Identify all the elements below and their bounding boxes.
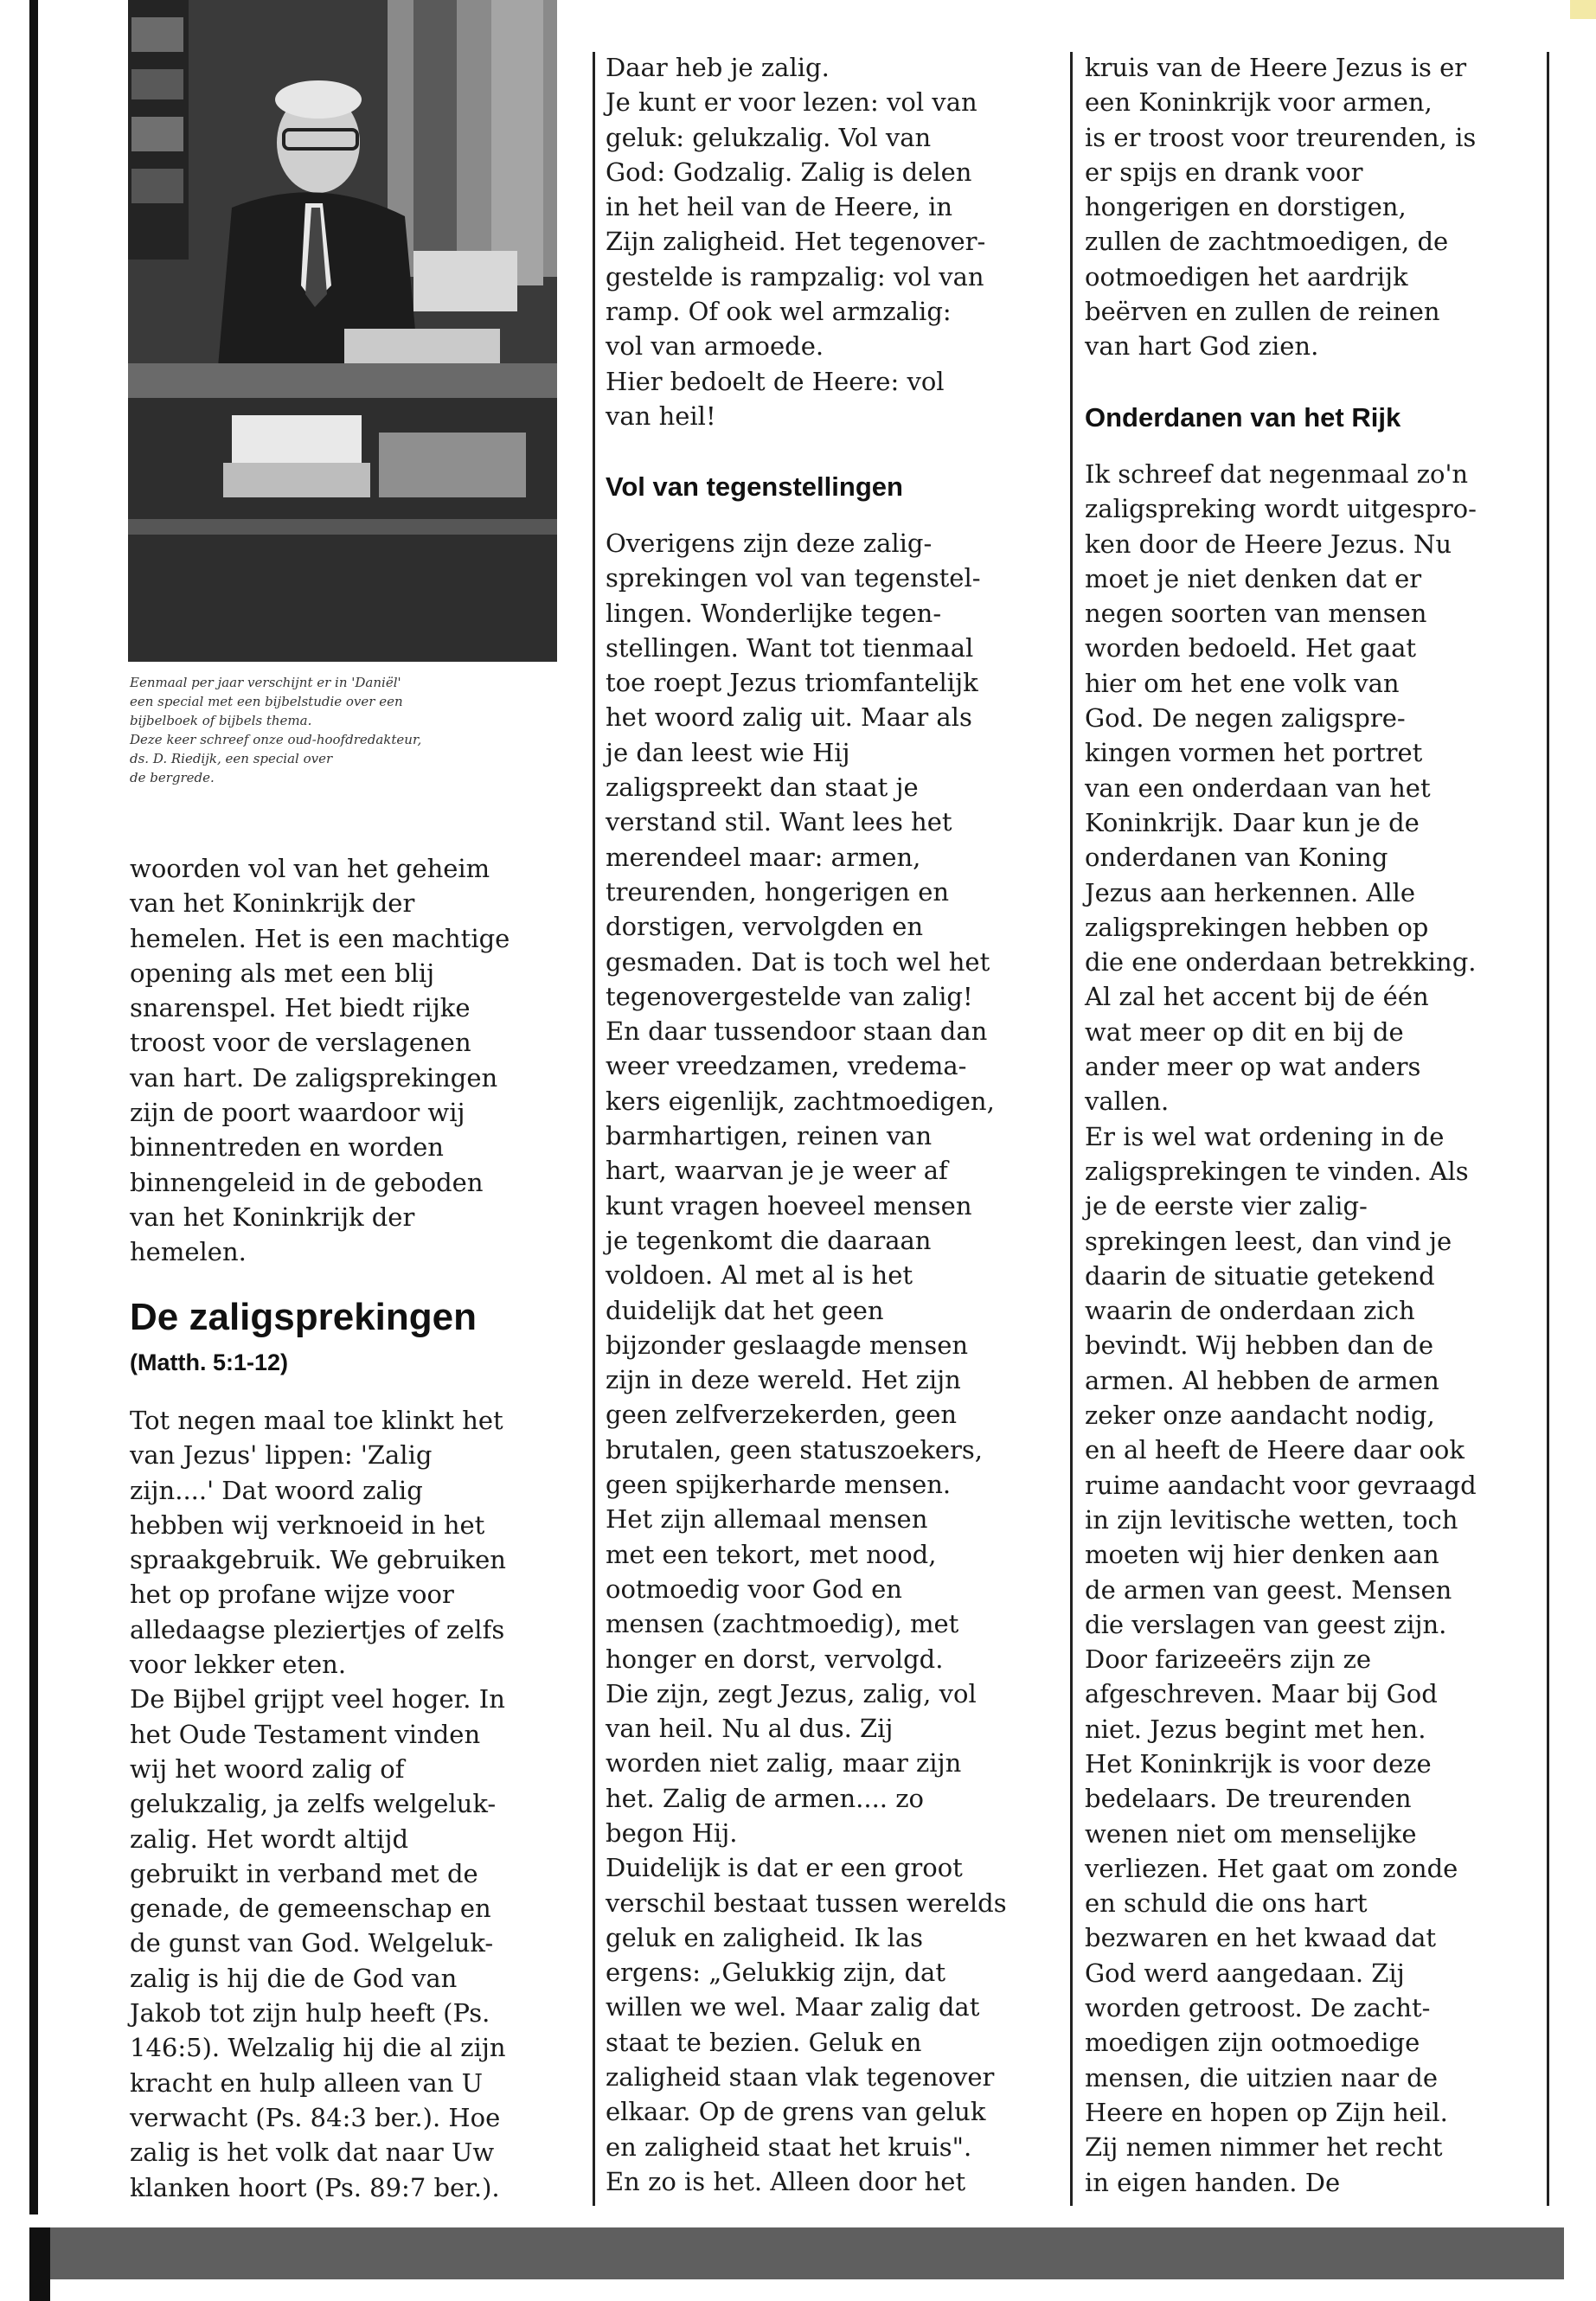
text-line: staat te bezien. Geluk en — [606, 2027, 922, 2057]
text-line: hongerigen en dorstigen, — [1085, 192, 1407, 222]
text-line: woorden vol van het geheim — [130, 854, 490, 883]
text-line: zaligsprekingen te vinden. Als — [1085, 1156, 1469, 1186]
text-line: van hart God zien. — [1085, 331, 1319, 362]
column-divider — [1070, 52, 1073, 2206]
text-line: je de eerste vier zalig- — [1085, 1191, 1368, 1221]
text-line: daarin de situatie getekend — [1085, 1260, 1435, 1291]
photo-caption — [130, 673, 562, 787]
column-2-intro — [606, 50, 985, 433]
text-line: van heil! — [606, 401, 716, 431]
text-line: Heere en hopen op Zijn heil. — [1085, 2097, 1448, 2127]
text-line: hemelen. — [130, 1237, 247, 1267]
text-line: geluk: gelukzalig. Vol van — [606, 122, 932, 152]
text-line: Zij nemen nimmer het recht — [1085, 2132, 1443, 2163]
text-line: duidelijk dat het geen — [606, 1295, 884, 1325]
text-line: merendeel maar: armen, — [606, 842, 921, 872]
text-line: begon Hij. — [606, 1817, 738, 1848]
caption-line: bijbelboek of bijbels thema. — [130, 713, 312, 728]
text-line: negen soorten van mensen — [1085, 599, 1427, 629]
text-line: zalig is het volk dat naar Uw — [130, 2138, 495, 2168]
text-line: zeker onze aandacht nodig, — [1085, 1400, 1435, 1431]
text-line: kingen vormen het portret — [1085, 738, 1423, 768]
text-line: zalig. Het wordt altijd — [130, 1823, 409, 1854]
caption-line: de bergrede. — [130, 770, 215, 785]
text-line: geluk en zaligheid. Ik las — [606, 1922, 924, 1952]
text-line: God. De negen zaligspre- — [1085, 703, 1406, 734]
text-line: willen we wel. Maar zalig dat — [606, 1992, 980, 2022]
text-line: barmhartigen, reinen van — [606, 1121, 933, 1151]
text-line: van een onderdaan van het — [1085, 772, 1431, 803]
text-line: mensen, die uitzien naar de — [1085, 2062, 1438, 2093]
text-line: waarin de onderdaan zich — [1085, 1296, 1415, 1326]
text-line: brutalen, geen statuszoekers, — [606, 1434, 984, 1465]
text-line: zaligspreking wordt uitgespro- — [1085, 494, 1477, 524]
text-line: er spijs en drank voor — [1085, 157, 1363, 187]
text-line: van hart. De zaligsprekingen — [130, 1062, 498, 1093]
text-line: van het Koninkrijk der — [130, 888, 415, 919]
section-heading-onderdanen: Onderdanen van het Rijk — [1085, 402, 1401, 433]
text-line: die verslagen van geest zijn. — [1085, 1609, 1447, 1639]
column-divider — [1547, 52, 1549, 2206]
footer-bar — [50, 2227, 1564, 2279]
text-line: hier om het ene volk van — [1085, 668, 1400, 698]
text-line: in eigen handen. De — [1085, 2167, 1341, 2197]
text-line: ergens: „Gelukkig zijn, dat — [606, 1958, 945, 1988]
text-line: Hier bedoelt de Heere: vol — [606, 366, 945, 396]
text-line: wij het woord zalig of — [130, 1753, 405, 1784]
text-line: snarenspel. Het biedt rijke — [130, 993, 471, 1023]
text-line: zijn de poort waardoor wij — [130, 1098, 465, 1128]
text-line: hemelen. Het is een machtige — [130, 923, 510, 953]
text-line: kers eigenlijk, zachtmoedigen, — [606, 1086, 995, 1116]
text-line: worden bedoeld. Het gaat — [1085, 633, 1417, 663]
text-line: kracht en hulp alleen van U — [130, 2067, 484, 2098]
text-line: verschil bestaat tussen werelds — [606, 1888, 1007, 1918]
text-line: verwacht (Ps. 84:3 ber.). Hoe — [130, 2102, 501, 2132]
text-line: zaligspreekt dan staat je — [606, 772, 919, 803]
text-line: treurenden, hongerigen en — [606, 876, 950, 907]
text-line: zijn in deze wereld. Het zijn — [606, 1365, 961, 1395]
text-line: je dan leest wie Hij — [606, 737, 850, 767]
text-line: verstand stil. Want lees het — [606, 807, 952, 837]
left-margin-rule — [29, 0, 38, 2214]
text-line: beërven en zullen de reinen — [1085, 297, 1440, 327]
caption-line: ds. D. Riedijk, een special over — [130, 751, 333, 766]
text-line: stellingen. Want tot tienmaal — [606, 632, 974, 663]
text-line: Ik schreef dat negenmaal zo'n — [1085, 459, 1469, 489]
text-line: Er is wel wat ordening in de — [1085, 1121, 1445, 1151]
text-line: ander meer op wat anders — [1085, 1052, 1421, 1082]
text-line: met een tekort, met nood, — [606, 1539, 937, 1569]
text-line: voldoen. Al met al is het — [606, 1260, 913, 1291]
text-line: wenen niet om menselijke — [1085, 1818, 1417, 1849]
caption-line: een special met een bijbelstudie over een — [130, 694, 403, 709]
footer-margin-strip — [29, 2227, 50, 2301]
text-line: toe roept Jezus triomfantelijk — [606, 668, 978, 698]
text-line: spraakgebruik. We gebruiken — [130, 1545, 506, 1575]
text-line: elkaar. Op de grens van geluk — [606, 2097, 986, 2127]
text-line: in het heil van de Heere, in — [606, 192, 953, 222]
text-line: sprekingen leest, dan vind je — [1085, 1226, 1452, 1256]
text-line: zullen de zachtmoedigen, de — [1085, 227, 1449, 257]
text-line: mensen (zachtmoedig), met — [606, 1609, 959, 1639]
text-line: voor lekker eten. — [130, 1650, 347, 1680]
text-line: tegenovergestelde van zalig! — [606, 981, 973, 1011]
text-line: die ene onderdaan betrekking. — [1085, 947, 1477, 977]
text-line: vallen. — [1085, 1086, 1170, 1117]
text-line: Overigens zijn deze zalig- — [606, 529, 933, 558]
text-line: Jakob tot zijn hulp heeft (Ps. — [130, 1998, 490, 2029]
column-1-body — [130, 1403, 506, 2205]
text-line: genade, de gemeenschap en — [130, 1894, 491, 1924]
text-line: het. Zalig de armen.... zo — [606, 1783, 924, 1813]
text-line: van heil. Nu al dus. Zij — [606, 1714, 894, 1744]
caption-line: Eenmaal per jaar verschijnt er in 'Daniël' — [130, 675, 401, 690]
text-line: En daar tussendoor staan dan — [606, 1016, 988, 1047]
text-line: zaligsprekingen hebben op — [1085, 912, 1429, 942]
text-line: troost voor de verslagenen — [130, 1028, 471, 1058]
text-line: geen zelfverzekerden, geen — [606, 1400, 958, 1430]
text-line: De Bijbel grijpt veel hoger. In — [130, 1684, 505, 1715]
text-line: moedigen zijn ootmoedige — [1085, 2028, 1420, 2058]
text-line: Je kunt er voor lezen: vol van — [606, 87, 977, 118]
text-line: zalig is hij die de God van — [130, 1963, 458, 1993]
text-line: binnentreden en worden — [130, 1132, 444, 1163]
text-line: gestelde is rampzalig: vol van — [606, 261, 984, 292]
text-line: vol van armoede. — [606, 331, 824, 362]
text-line: worden getroost. De zacht- — [1085, 1993, 1431, 2023]
text-line: ootmoedig voor God en — [606, 1574, 902, 1604]
text-line: klanken hoort (Ps. 89:7 ber.). — [130, 2172, 500, 2202]
text-line: zaligheid staan vlak tegenover — [606, 2062, 995, 2093]
corner-mark — [1570, 0, 1596, 19]
text-line: ramp. Of ook wel armzalig: — [606, 297, 952, 327]
column-3-body — [1085, 457, 1477, 2200]
text-line: het Oude Testament vinden — [130, 1719, 481, 1749]
text-line: weer vreedzamen, vredema- — [606, 1051, 967, 1081]
text-line: kruis van de Heere Jezus is er — [1085, 53, 1467, 82]
text-line: Jezus aan herkennen. Alle — [1085, 877, 1416, 907]
article-title: De zaligsprekingen — [130, 1296, 478, 1338]
text-line: en schuld die ons hart — [1085, 1888, 1368, 1919]
text-line: van Jezus' lippen: 'Zalig — [130, 1440, 433, 1471]
text-line: Daar heb je zalig. — [606, 53, 830, 82]
text-line: binnengeleid in de geboden — [130, 1167, 484, 1197]
text-line: niet. Jezus begint met hen. — [1085, 1714, 1426, 1744]
text-line: gesmaden. Dat is toch wel het — [606, 946, 990, 977]
text-line: Koninkrijk. Daar kun je de — [1085, 807, 1420, 837]
text-line: dorstigen, vervolgden en — [606, 912, 924, 942]
text-line: je tegenkomt die daaraan — [606, 1225, 932, 1255]
text-line: ootmoedigen het aardrijk — [1085, 261, 1408, 292]
text-line: gelukzalig, ja zelfs welgeluk- — [130, 1789, 497, 1819]
text-line: bezwaren en het kwaad dat — [1085, 1923, 1437, 1953]
text-line: is er troost voor treurenden, is — [1085, 122, 1477, 152]
text-line: geen spijkerharde mensen. — [606, 1470, 952, 1500]
text-line: ruime aandacht voor gevraagd — [1085, 1470, 1477, 1500]
text-line: van het Koninkrijk der — [130, 1202, 415, 1232]
text-line: afgeschreven. Maar bij God — [1085, 1679, 1438, 1709]
text-line: God werd aangedaan. Zij — [1085, 1958, 1405, 1988]
text-line: het op profane wijze voor — [130, 1580, 454, 1610]
column-2-body — [606, 526, 1007, 2199]
author-photo — [128, 0, 557, 662]
text-line: hart, waarvan je je weer af — [606, 1156, 948, 1186]
text-line: honger en dorst, vervolgd. — [606, 1644, 944, 1674]
section-heading-tegenstellingen: Vol van tegenstellingen — [606, 471, 903, 502]
text-line: onderdanen van Koning — [1085, 843, 1388, 873]
text-line: gebruikt in verband met de — [130, 1858, 478, 1888]
text-line: het woord zalig uit. Maar als — [606, 702, 972, 733]
text-line: kunt vragen hoeveel mensen — [606, 1190, 972, 1221]
text-line: de gunst van God. Welgeluk- — [130, 1928, 494, 1958]
text-line: ken door de Heere Jezus. Nu — [1085, 529, 1452, 559]
text-line: verliezen. Het gaat om zonde — [1085, 1853, 1458, 1883]
column-divider — [593, 52, 595, 2206]
text-line: Het zijn allemaal mensen — [606, 1504, 928, 1535]
caption-line: Deze keer schreef onze oud-hoofdredakteur, — [130, 732, 422, 747]
text-line: wat meer op dit en bij de — [1085, 1016, 1404, 1047]
text-line: worden niet zalig, maar zijn — [606, 1748, 962, 1779]
text-line: Al zal het accent bij de één — [1085, 982, 1429, 1012]
column-1-intro — [130, 851, 510, 1270]
text-line: moet je niet denken dat er — [1085, 563, 1422, 593]
text-line: 146:5). Welzalig hij die al zijn — [130, 2033, 506, 2063]
text-line: en zaligheid staat het kruis". — [606, 2131, 972, 2162]
article-subtitle: (Matth. 5:1-12) — [130, 1349, 289, 1375]
text-line: lingen. Wonderlijke tegen- — [606, 598, 942, 628]
text-line: Zijn zaligheid. Het tegenover- — [606, 227, 986, 257]
text-line: Door farizeeërs zijn ze — [1085, 1644, 1372, 1675]
text-line: opening als met een blij — [130, 958, 435, 988]
text-line: En zo is het. Alleen door het — [606, 2166, 966, 2196]
text-line: bevindt. Wij hebben dan de — [1085, 1330, 1433, 1361]
text-line: hebben wij verknoeid in het — [130, 1509, 485, 1540]
text-line: de armen van geest. Mensen — [1085, 1574, 1452, 1605]
text-line: God: Godzalig. Zalig is delen — [606, 157, 972, 187]
text-line: alledaagse pleziertjes of zelfs — [130, 1614, 505, 1644]
text-line: en al heeft de Heere daar ook — [1085, 1435, 1465, 1465]
text-line: Die zijn, zegt Jezus, zalig, vol — [606, 1678, 977, 1708]
text-line: bijzonder geslaagde mensen — [606, 1330, 969, 1360]
column-3-intro — [1085, 50, 1476, 364]
text-line: Het Koninkrijk is voor deze — [1085, 1748, 1432, 1779]
text-line: Tot negen maal toe klinkt het — [130, 1406, 503, 1435]
text-line: zijn....' Dat woord zalig — [130, 1475, 423, 1505]
text-line: bedelaars. De treurenden — [1085, 1784, 1412, 1814]
text-line: een Koninkrijk voor armen, — [1085, 87, 1433, 118]
text-line: sprekingen vol van tegenstel- — [606, 563, 981, 593]
text-line: moeten wij hier denken aan — [1085, 1540, 1439, 1570]
text-line: in zijn levitische wetten, toch — [1085, 1504, 1458, 1535]
text-line: armen. Al hebben de armen — [1085, 1365, 1439, 1395]
text-line: Duidelijk is dat er een groot — [606, 1853, 963, 1883]
